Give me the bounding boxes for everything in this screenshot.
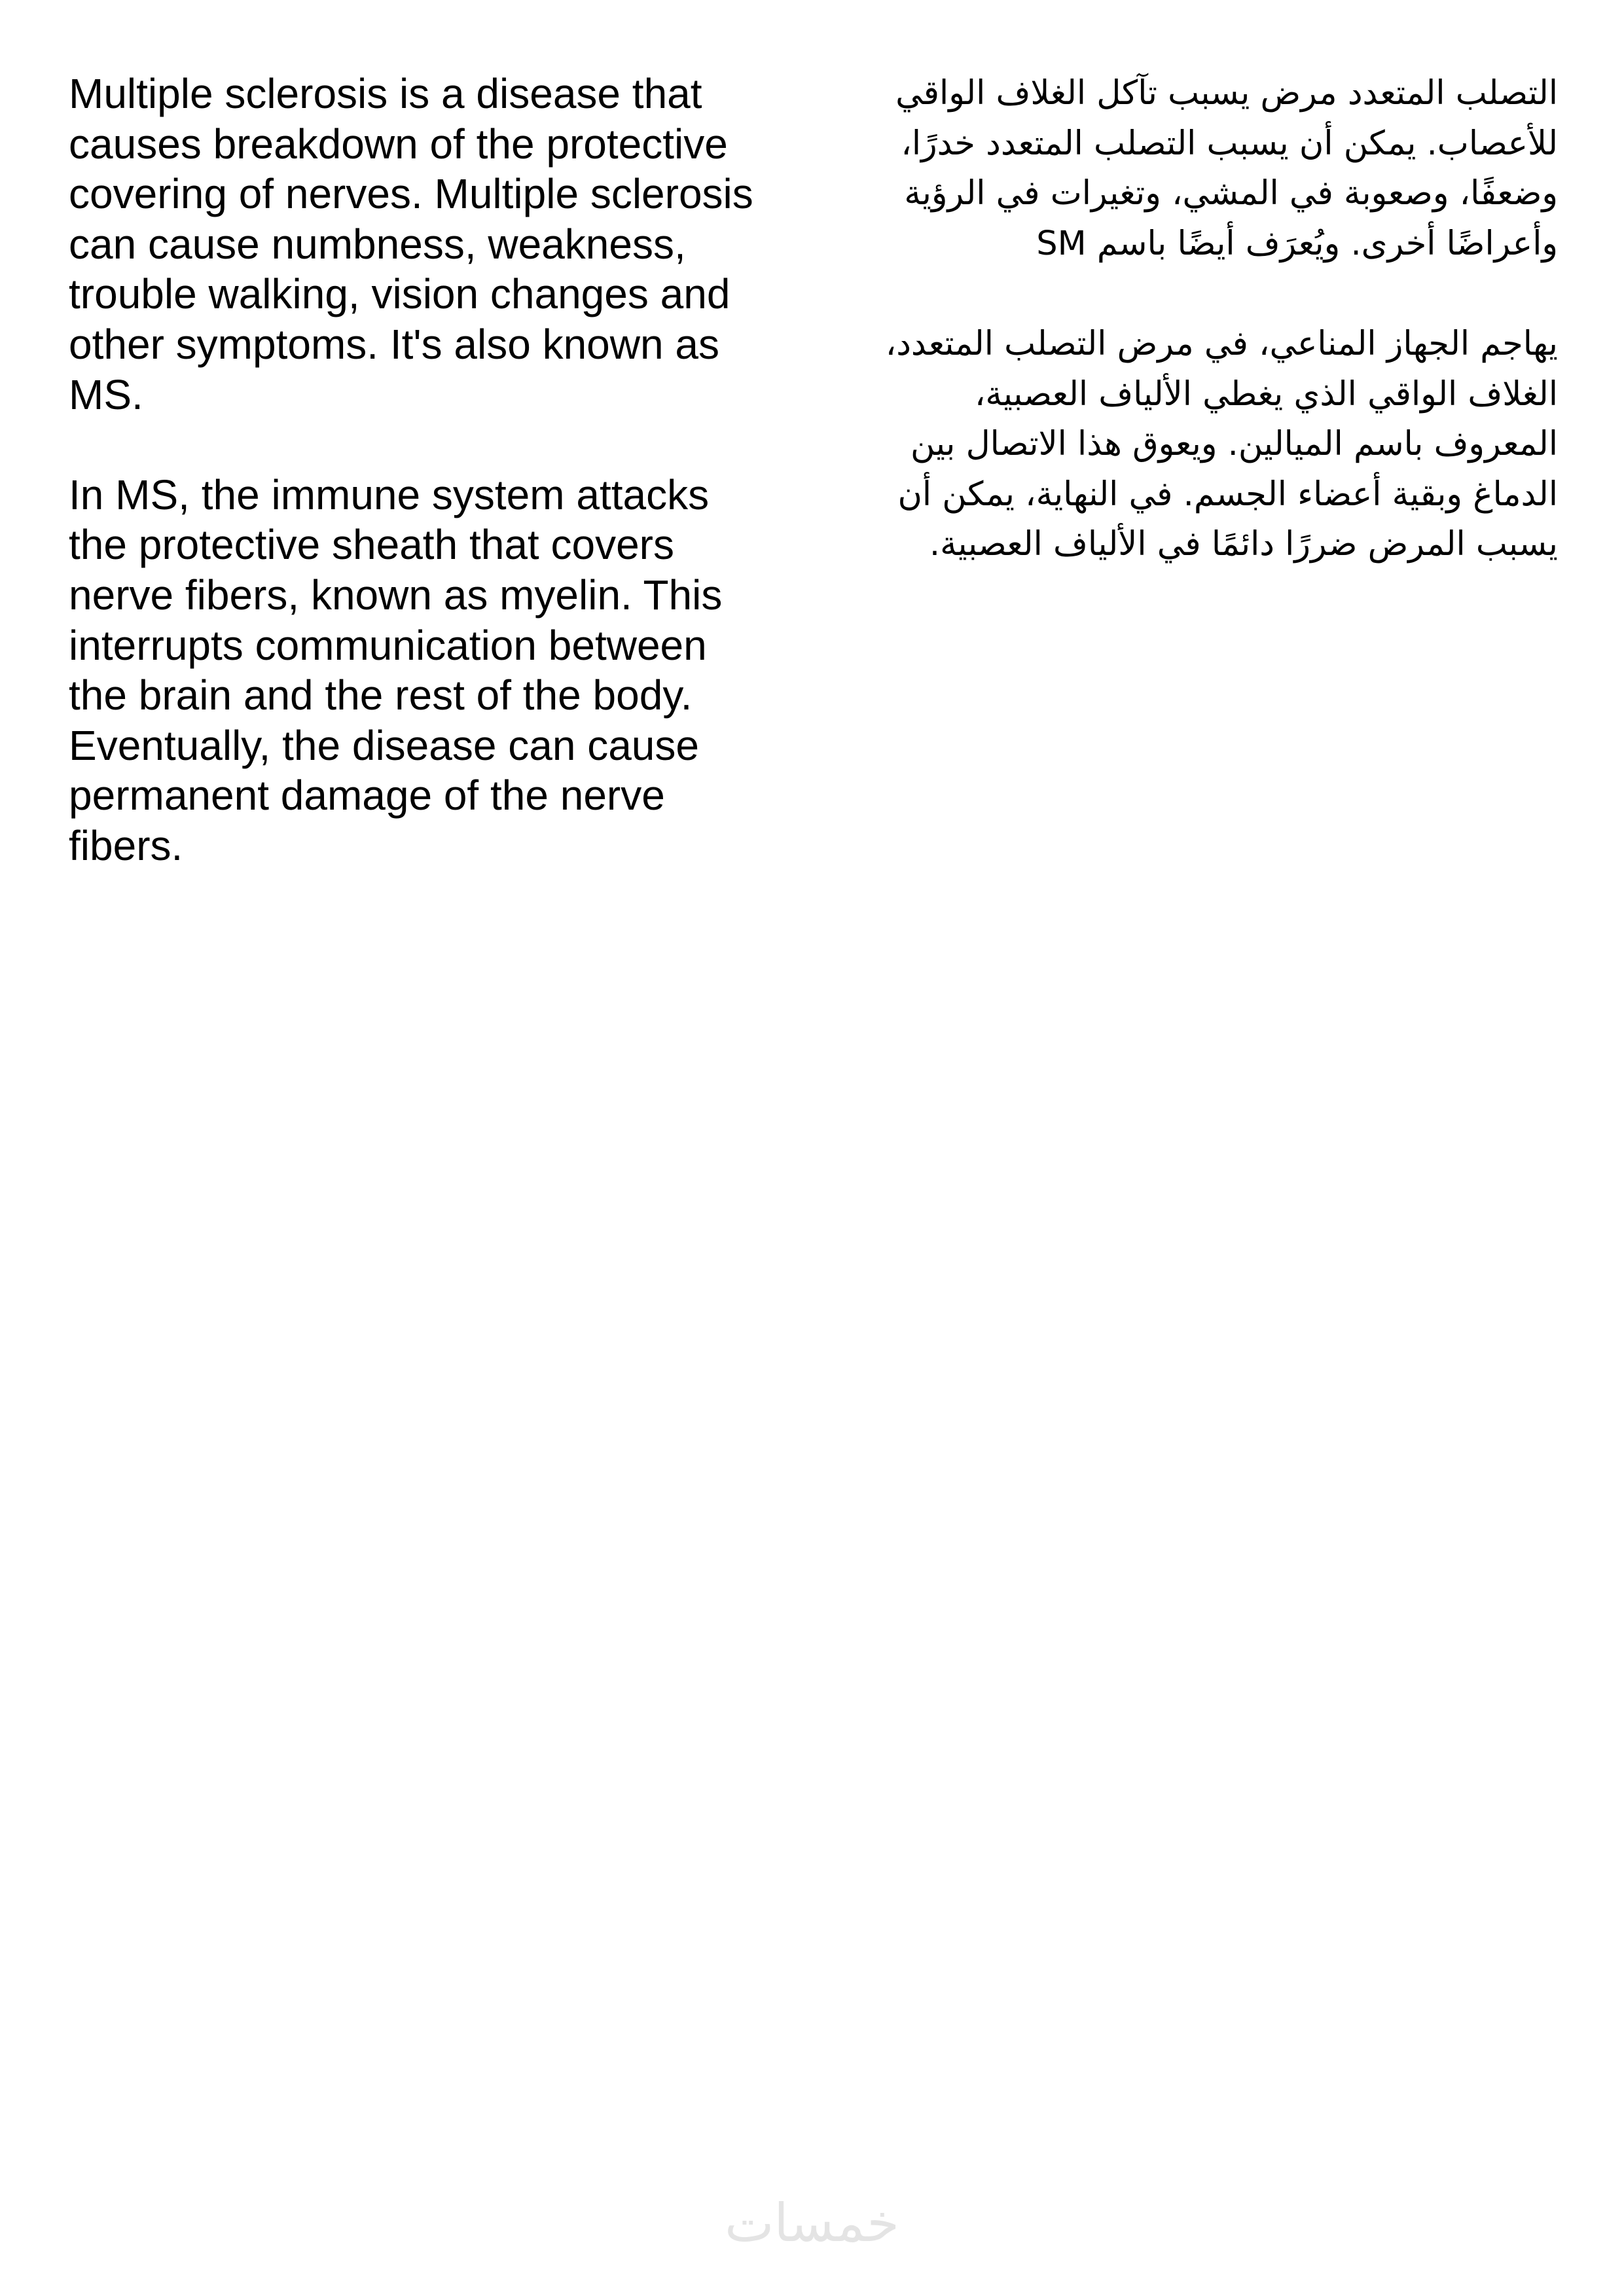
text-line: الغلاف الواقي الذي يغطي الألياف العصبية، — [974, 374, 1558, 414]
text-line: يسبب المرض ضررًا دائمًا في الألياف العصبية. — [929, 525, 1558, 564]
text-line: In MS, the immune system attacks — [69, 471, 710, 518]
text-line: وأعراضًا أخرى. ويُعرَف أيضًا باسم SM — [1036, 224, 1558, 263]
text-line: permanent damage of the nerve — [69, 772, 665, 819]
arabic-paragraph-1 — [844, 69, 1558, 269]
text-line: للأعصاب. يمكن أن يسبب التصلب المتعدد خدرًا، — [901, 124, 1558, 163]
text-line: Eventually, the disease can cause — [69, 721, 699, 769]
english-column — [69, 69, 802, 921]
text-line: causes breakdown of the protective — [69, 120, 728, 168]
text-line: trouble walking, vision changes and — [69, 270, 731, 318]
text-line: covering of nerves. Multiple sclerosis — [69, 170, 753, 218]
text-line: can cause numbness, weakness, — [69, 220, 686, 268]
text-line: الدماغ وبقية أعضاء الجسم. في النهاية، يمكن أن — [897, 475, 1558, 514]
text-line: nerve fibers, known as myelin. This — [69, 571, 723, 619]
text-line: fibers. — [69, 821, 183, 869]
text-line: other symptoms. It's also known as — [69, 320, 719, 368]
text-line: the protective sheath that covers — [69, 521, 674, 569]
arabic-column — [844, 69, 1558, 620]
text-line: يهاجم الجهاز المناعي، في مرض التصلب المتعدد، — [885, 324, 1558, 363]
english-paragraph-1 — [69, 69, 802, 420]
text-line: the brain and the rest of the body. — [69, 672, 693, 719]
watermark-logo: خمسات — [725, 2193, 899, 2253]
text-line: وضعفًا، وصعوبة في المشي، وتغيرات في الرؤية — [904, 174, 1558, 213]
text-line: interrupts communication between — [69, 621, 707, 669]
text-line: MS. — [69, 370, 143, 418]
arabic-paragraph-2 — [844, 319, 1558, 570]
text-line: المعروف باسم الميالين. ويعوق هذا الاتصال بين — [910, 425, 1558, 464]
text-line: التصلب المتعدد مرض يسبب تآكل الغلاف الواقي — [895, 74, 1558, 113]
text-line: Multiple sclerosis is a disease that — [69, 70, 702, 117]
english-paragraph-2 — [69, 470, 802, 871]
